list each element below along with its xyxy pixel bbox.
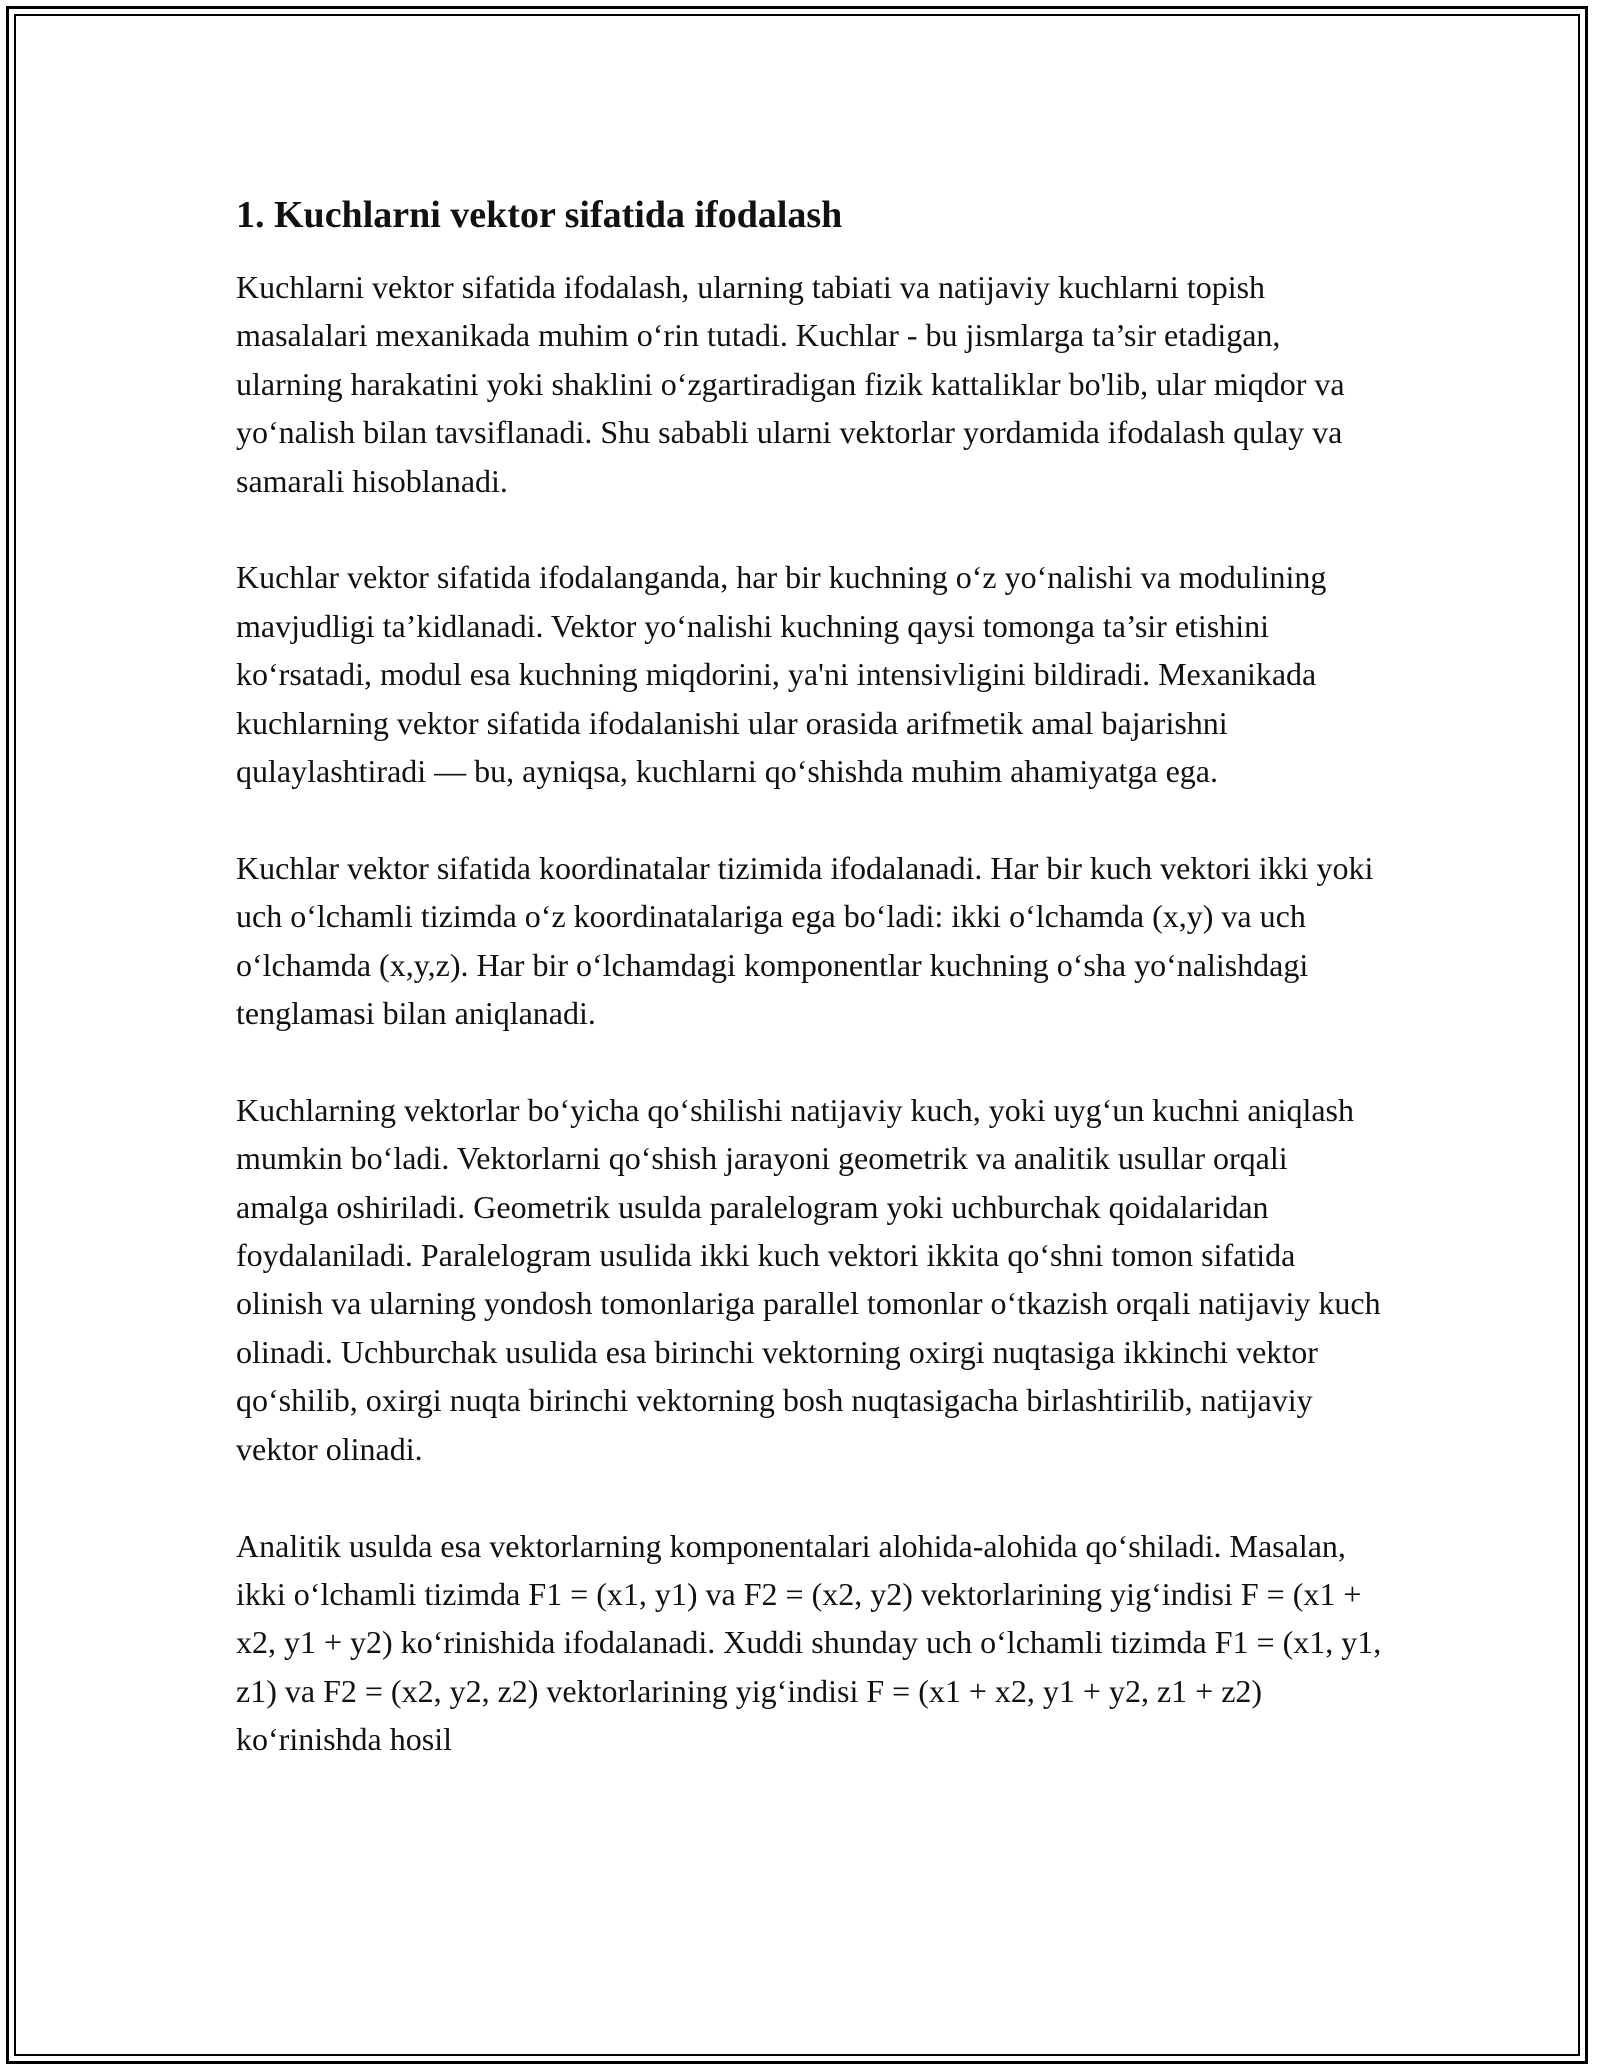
- document-body: [236, 185, 1386, 1812]
- paragraph-4: Kuchlarning vektorlar bo‘yicha qo‘shilishi natijaviy kuch, yoki uyg‘un kuchni aniqlash mumkin bo‘ladi. Vektorlarni qo‘shish jarayoni geometrik va analitik usullar orqali amalga oshiriladi. Geometrik usulda paralelogram yoki uchburchak qoidalaridan foydalaniladi. Paralelogram usulida ikki kuch vektori ikkita qo‘shni tomon sifatida olinish va ularning yondosh tomonlariga parallel tomonlar o‘tkazish orqali natijaviy kuch olinadi. Uchburchak usulida esa birinchi vektorning oxirgi nuqtasiga ikkinchi vektor qo‘shilib, oxirgi nuqta birinchi vektorning bosh nuqtasigacha birlashtirilib, natijaviy vektor olinadi.: [236, 1091, 1381, 1467]
- paragraph-3: Kuchlar vektor sifatida koordinatalar tizimida ifodalanadi. Har bir kuch vektori ikki yoki uch o‘lchamli tizimda o‘z koordinatalariga ega bo‘ladi: ikki o‘lchamda (x,y) va uch o‘lchamda (x,y,z). Har bir o‘lchamdagi komponentlar kuchning o‘sha yo‘nalishdagi tenglamasi bilan aniqlanadi.: [236, 849, 1374, 1032]
- section-heading: 1. Kuchlarni vektor sifatida ifodalash: [236, 194, 843, 236]
- paragraph-5: Analitik usulda esa vektorlarning komponentalari alohida-alohida qo‘shiladi. Masalan, ikki o‘lchamli tizimda F1 = (x1, y1) va F2 = (x2, y2) vektorlarining yig‘indisi F = (x1 + x2, y1 + y2) ko‘rinishida ifodalanadi. Xuddi shunday uch o‘lchamli tizimda F1 = (x1, y1, z1) va F2 = (x2, y2, z2) vektorlarining yig‘indisi F = (x1 + x2, y1 + y2, z1 + z2) ko‘rinishda hosil: [236, 1527, 1382, 1758]
- paragraph-1: Kuchlarni vektor sifatida ifodalash, ularning tabiati va natijaviy kuchlarni topish masalalari mexanikada muhim o‘rin tutadi. Kuchlar - bu jismlarga ta’sir etadigan, ularning harakatini yoki shaklini o‘zgartiradigan fizik kattaliklar bo'lib, ular miqdor va yo‘nalish bilan tavsiflanadi. Shu sababli ularni vektorlar yordamida ifodalash qulay va samarali hisoblanadi.: [236, 269, 1345, 499]
- paragraph-2: Kuchlar vektor sifatida ifodalanganda, har bir kuchning o‘z yo‘nalishi va modulining mavjudligi ta’kidlanadi. Vektor yo‘nalishi kuchning qaysi tomonga ta’sir etishini ko‘rsatadi, modul esa kuchning miqdorini, ya'ni intensivligini bildiradi. Mexanikada kuchlarning vektor sifatida ifodalanishi ular orasida arifmetik amal bajarishni qulaylashtiradi — bu, ayniqsa, kuchlarni qo‘shishda muhim ahamiyatga ega.: [236, 559, 1327, 790]
